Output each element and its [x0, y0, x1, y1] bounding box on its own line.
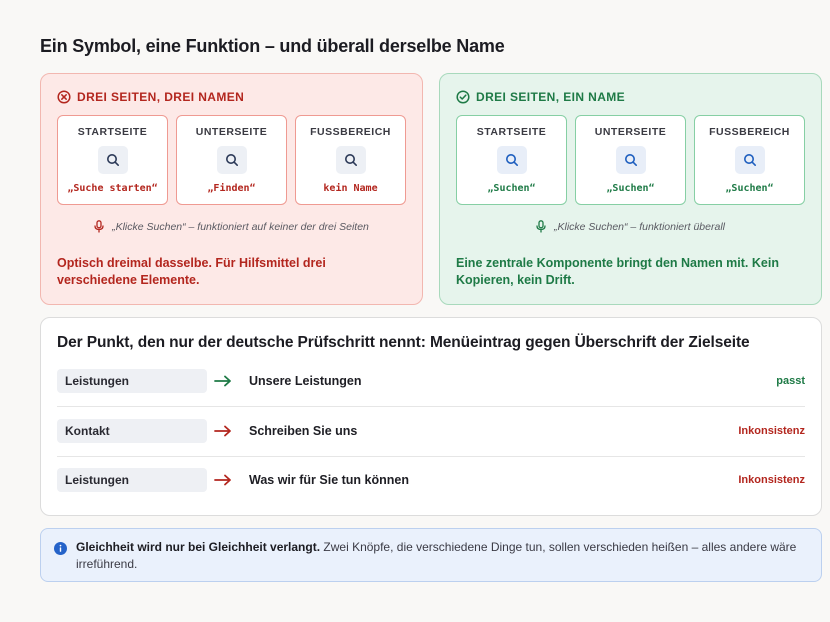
menu-item[interactable]: Leistungen	[57, 468, 207, 492]
accessible-name: „Suche starten“	[67, 183, 158, 194]
voice-command-text: „Klicke Suchen“ – funktioniert überall	[553, 220, 725, 233]
page-card-fussbereich	[694, 115, 805, 205]
menu-heading-comparison	[40, 317, 822, 516]
search-button[interactable]	[217, 146, 247, 174]
search-button[interactable]	[98, 146, 128, 174]
search-icon	[106, 153, 120, 167]
page-title: Ein Symbol, eine Funktion – und überall derselbe Name	[40, 36, 505, 56]
accessible-name: kein Name	[323, 183, 378, 194]
info-icon	[54, 542, 67, 555]
arrow-right-icon	[214, 470, 232, 490]
table-row	[57, 407, 805, 457]
info-body: Zwei Knöpfe, die verschiedene Dinge tun, sollen verschieden heißen – alles andere wäre irreführend.	[76, 540, 797, 571]
panel-heading	[57, 90, 244, 104]
target-heading: Unsere Leistungen	[249, 374, 362, 388]
menu-item[interactable]: Kontakt	[57, 419, 207, 443]
search-button[interactable]	[735, 146, 765, 174]
search-icon	[225, 153, 239, 167]
search-icon	[624, 153, 638, 167]
table-row	[57, 357, 805, 407]
search-icon	[344, 153, 358, 167]
search-button[interactable]	[497, 146, 527, 174]
panel-heading	[456, 90, 625, 104]
info-bold: Gleichheit wird nur bei Gleichheit verlangt.	[76, 540, 321, 554]
info-callout	[40, 528, 822, 582]
voice-command-text: „Klicke Suchen“ – funktioniert auf keiner der drei Seiten	[112, 220, 369, 233]
accessible-name: „Finden“	[207, 183, 256, 194]
page-card-startseite	[57, 115, 168, 205]
card-label: FUSSBEREICH	[709, 126, 790, 138]
panel-note: Optisch dreimal dasselbe. Für Hilfsmittel drei verschiedene Elemente.	[57, 256, 326, 287]
check-circle-icon	[456, 90, 470, 104]
card-label: STARTSEITE	[476, 126, 547, 138]
arrow-right-icon	[214, 421, 232, 441]
page-card-startseite	[456, 115, 567, 205]
page-card-unterseite	[575, 115, 686, 205]
search-icon	[743, 153, 757, 167]
table-row	[57, 456, 805, 506]
panel-heading-text: DREI SEITEN, DREI NAMEN	[77, 90, 245, 104]
status-badge: passt	[776, 375, 805, 387]
accessible-name: „Suchen“	[725, 183, 774, 194]
voice-command-row	[41, 220, 422, 233]
card-label: FUSSBEREICH	[310, 126, 391, 138]
target-heading: Was wir für Sie tun können	[249, 473, 409, 487]
info-text	[76, 539, 807, 573]
card-label: UNTERSEITE	[594, 126, 667, 138]
card-label: UNTERSEITE	[195, 126, 268, 138]
accessible-name: „Suchen“	[487, 183, 536, 194]
arrow-right-icon	[214, 371, 232, 391]
page-card-unterseite	[176, 115, 287, 205]
microphone-icon	[94, 220, 104, 233]
status-badge: Inkonsistenz	[738, 425, 805, 437]
accessible-name: „Suchen“	[606, 183, 655, 194]
search-button[interactable]	[336, 146, 366, 174]
target-heading: Schreiben Sie uns	[249, 424, 358, 438]
menu-item[interactable]: Leistungen	[57, 369, 207, 393]
panel-note: Eine zentrale Komponente bringt den Namen mit. Kein Kopieren, kein Drift.	[456, 256, 779, 287]
voice-command-row	[440, 220, 821, 233]
status-badge: Inkonsistenz	[738, 474, 805, 486]
card-label: STARTSEITE	[77, 126, 148, 138]
comparison-title: Der Punkt, den nur der deutsche Prüfschritt nennt: Menüeintrag gegen Überschrift der Zielseite	[57, 334, 750, 351]
page-card-fussbereich	[295, 115, 406, 205]
x-circle-icon	[57, 90, 71, 104]
microphone-icon	[536, 220, 546, 233]
search-button[interactable]	[616, 146, 646, 174]
panel-three-names	[40, 73, 423, 305]
panel-one-name	[439, 73, 822, 305]
search-icon	[505, 153, 519, 167]
panel-heading-text: DREI SEITEN, EIN NAME	[476, 90, 626, 104]
